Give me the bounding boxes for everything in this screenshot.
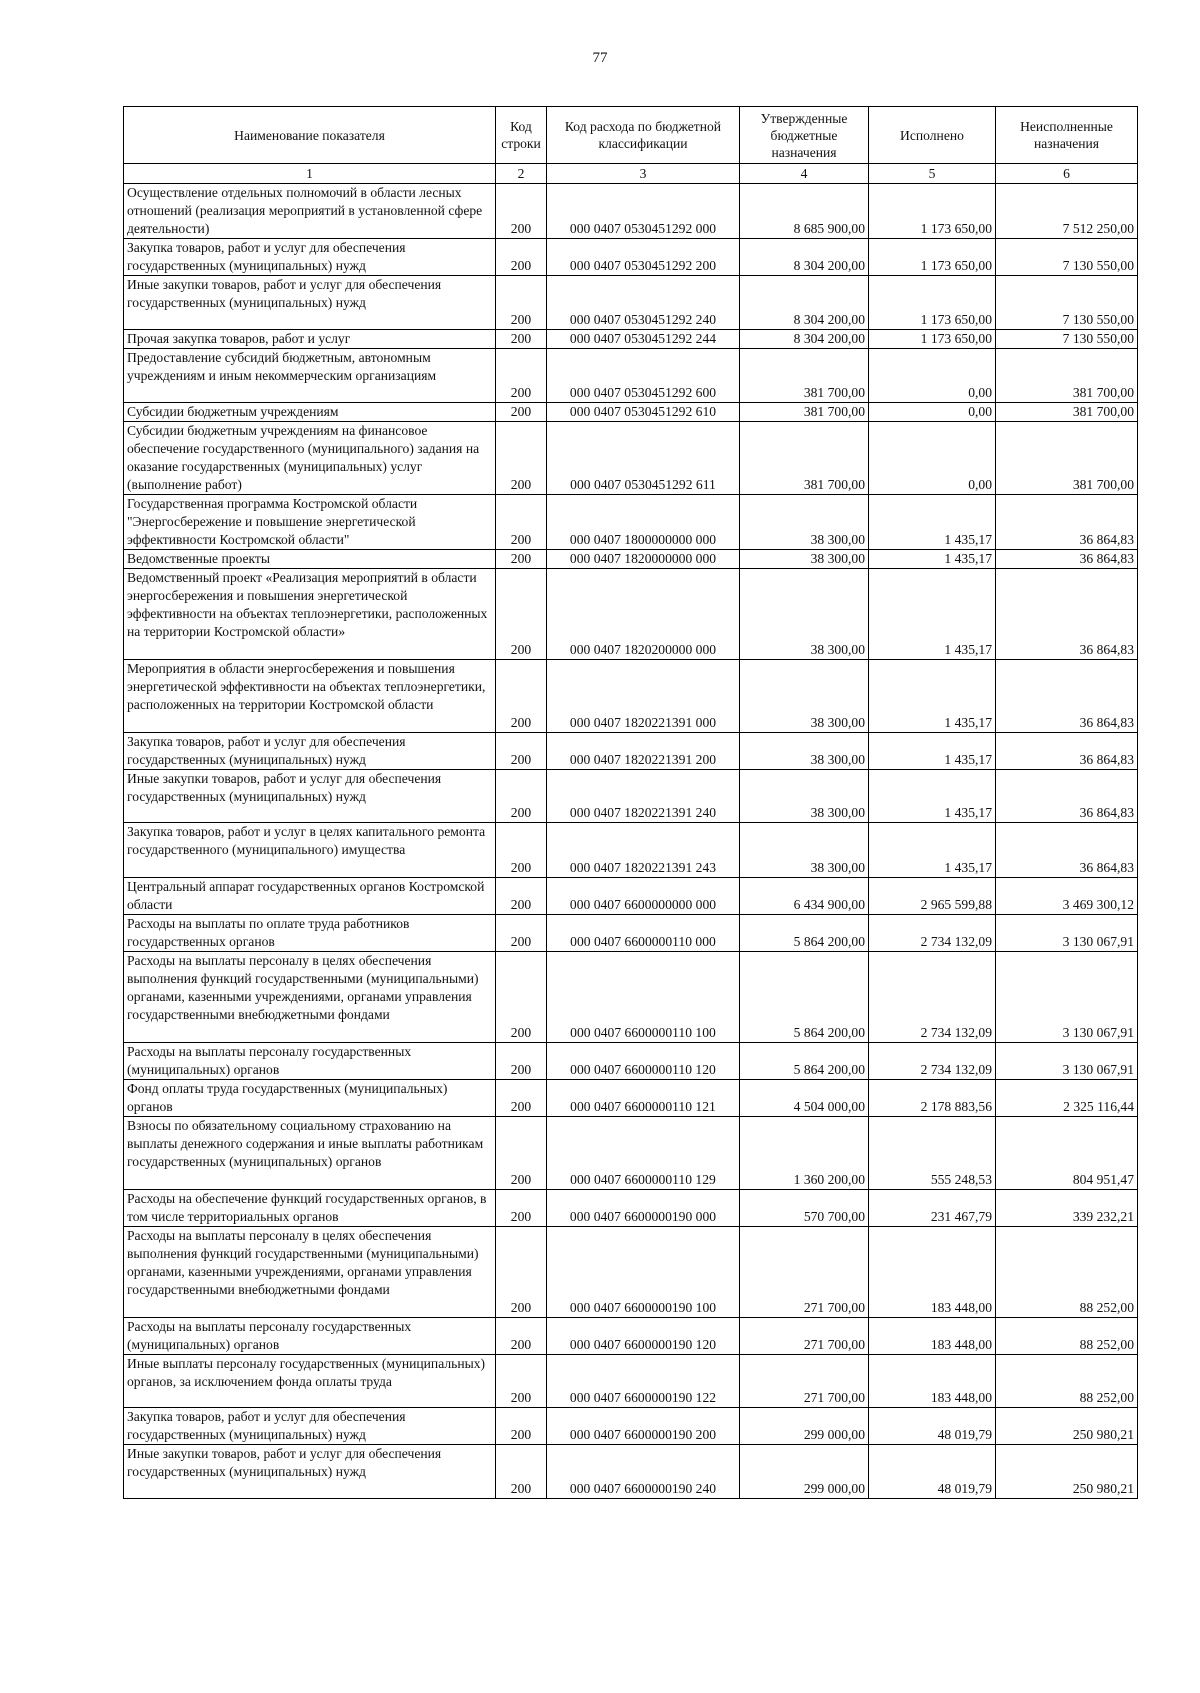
row-line-code-cell: 200 [496, 770, 547, 823]
row-approved-cell: 38 300,00 [740, 733, 869, 770]
row-unexecuted-cell: 88 252,00 [996, 1227, 1138, 1318]
table-row [124, 349, 1138, 403]
row-budget-code-cell: 000 0407 6600000190 000 [547, 1190, 740, 1227]
row-unexecuted-cell: 250 980,21 [996, 1445, 1138, 1499]
row-executed-cell: 1 435,17 [869, 733, 996, 770]
row-budget-code-cell: 000 0407 1820000000 000 [547, 550, 740, 569]
row-budget-code-cell: 000 0407 6600000110 129 [547, 1117, 740, 1190]
table-row [124, 733, 1138, 770]
column-index: 2 [496, 164, 547, 184]
row-name-cell: Иные закупки товаров, работ и услуг для обеспечения государственных (муниципальных) нужд [124, 1445, 496, 1499]
row-approved-cell: 5 864 200,00 [740, 1043, 869, 1080]
row-executed-cell: 2 734 132,09 [869, 1043, 996, 1080]
row-unexecuted-cell: 381 700,00 [996, 349, 1138, 403]
row-name-cell: Центральный аппарат государственных органов Костромской области [124, 878, 496, 915]
table-row [124, 495, 1138, 550]
row-name-cell: Расходы на выплаты персоналу в целях обеспечения выполнения функций государственными (муниципальными) органами, казенными учреждениями, органами управления государственными внебюджетными фондами [124, 952, 496, 1043]
row-unexecuted-cell: 36 864,83 [996, 495, 1138, 550]
row-unexecuted-cell: 7 130 550,00 [996, 239, 1138, 276]
row-name-cell: Взносы по обязательному социальному страхованию на выплаты денежного содержания и иные выплаты работникам государственных (муниципальных) органов [124, 1117, 496, 1190]
row-line-code-cell: 200 [496, 276, 547, 330]
row-executed-cell: 0,00 [869, 422, 996, 495]
row-unexecuted-cell: 3 130 067,91 [996, 952, 1138, 1043]
table-row [124, 1445, 1138, 1499]
row-line-code-cell: 200 [496, 495, 547, 550]
table-row [124, 550, 1138, 569]
row-name-cell: Закупка товаров, работ и услуг для обеспечения государственных (муниципальных) нужд [124, 1408, 496, 1445]
row-budget-code-cell: 000 0407 6600000190 200 [547, 1408, 740, 1445]
page-number: 77 [592, 50, 608, 66]
table-row [124, 569, 1138, 660]
row-approved-cell: 38 300,00 [740, 660, 869, 733]
row-name-cell: Закупка товаров, работ и услуг для обеспечения государственных (муниципальных) нужд [124, 733, 496, 770]
row-executed-cell: 48 019,79 [869, 1445, 996, 1499]
row-executed-cell: 1 435,17 [869, 550, 996, 569]
row-name-cell: Ведомственные проекты [124, 550, 496, 569]
row-approved-cell: 381 700,00 [740, 403, 869, 422]
row-executed-cell: 1 435,17 [869, 660, 996, 733]
row-line-code-cell: 200 [496, 878, 547, 915]
row-executed-cell: 2 178 883,56 [869, 1080, 996, 1117]
budget-execution-table [123, 106, 1138, 1499]
column-index: 1 [124, 164, 496, 184]
row-approved-cell: 271 700,00 [740, 1227, 869, 1318]
column-index: 6 [996, 164, 1138, 184]
row-executed-cell: 2 965 599,88 [869, 878, 996, 915]
row-executed-cell: 2 734 132,09 [869, 915, 996, 952]
row-name-cell: Мероприятия в области энергосбережения и повышения энергетической эффективности на объектах теплоэнергетики, расположенных на территории Костромской области [124, 660, 496, 733]
column-index: 5 [869, 164, 996, 184]
table-row [124, 276, 1138, 330]
row-name-cell: Расходы на выплаты по оплате труда работников государственных органов [124, 915, 496, 952]
table-row [124, 239, 1138, 276]
table-row [124, 330, 1138, 349]
row-executed-cell: 555 248,53 [869, 1117, 996, 1190]
table-row [124, 422, 1138, 495]
table-row [124, 1227, 1138, 1318]
row-approved-cell: 38 300,00 [740, 550, 869, 569]
row-unexecuted-cell: 88 252,00 [996, 1355, 1138, 1408]
row-approved-cell: 38 300,00 [740, 495, 869, 550]
row-budget-code-cell: 000 0407 0530451292 000 [547, 184, 740, 239]
header-row [124, 107, 1138, 164]
table-row [124, 403, 1138, 422]
table-row [124, 1043, 1138, 1080]
row-budget-code-cell: 000 0407 6600000110 000 [547, 915, 740, 952]
row-unexecuted-cell: 36 864,83 [996, 660, 1138, 733]
row-approved-cell: 8 304 200,00 [740, 276, 869, 330]
row-line-code-cell: 200 [496, 1043, 547, 1080]
row-name-cell: Иные выплаты персоналу государственных (муниципальных) органов, за исключением фонда оплаты труда [124, 1355, 496, 1408]
row-unexecuted-cell: 36 864,83 [996, 550, 1138, 569]
row-unexecuted-cell: 3 469 300,12 [996, 878, 1138, 915]
row-line-code-cell: 200 [496, 1080, 547, 1117]
row-executed-cell: 1 435,17 [869, 823, 996, 878]
row-approved-cell: 1 360 200,00 [740, 1117, 869, 1190]
row-name-cell: Предоставление субсидий бюджетным, автономным учреждениям и иным некоммерческим организациям [124, 349, 496, 403]
row-approved-cell: 5 864 200,00 [740, 915, 869, 952]
row-executed-cell: 183 448,00 [869, 1318, 996, 1355]
row-line-code-cell: 200 [496, 349, 547, 403]
row-name-cell: Субсидии бюджетным учреждениям на финансовое обеспечение государственного (муниципального) задания на оказание государственных (муниципальных) услуг (выполнение работ) [124, 422, 496, 495]
row-approved-cell: 8 304 200,00 [740, 330, 869, 349]
row-name-cell: Иные закупки товаров, работ и услуг для обеспечения государственных (муниципальных) нужд [124, 276, 496, 330]
row-line-code-cell: 200 [496, 330, 547, 349]
row-approved-cell: 38 300,00 [740, 823, 869, 878]
table-row [124, 1190, 1138, 1227]
row-budget-code-cell: 000 0407 1820221391 200 [547, 733, 740, 770]
row-approved-cell: 8 685 900,00 [740, 184, 869, 239]
row-unexecuted-cell: 7 130 550,00 [996, 330, 1138, 349]
row-unexecuted-cell: 3 130 067,91 [996, 1043, 1138, 1080]
row-line-code-cell: 200 [496, 733, 547, 770]
row-unexecuted-cell: 36 864,83 [996, 770, 1138, 823]
header-indicator-name: Наименование показателя [124, 107, 496, 164]
row-executed-cell: 1 173 650,00 [869, 330, 996, 349]
row-budget-code-cell: 000 0407 6600000190 120 [547, 1318, 740, 1355]
row-approved-cell: 38 300,00 [740, 569, 869, 660]
header-budget-code: Код расхода по бюджетной классификации [547, 107, 740, 164]
row-executed-cell: 0,00 [869, 349, 996, 403]
row-name-cell: Ведомственный проект «Реализация мероприятий в области энергосбережения и повышения энергетической эффективности на объектах теплоэнергетики, расположенных на территории Костромской области» [124, 569, 496, 660]
row-line-code-cell: 200 [496, 1227, 547, 1318]
row-executed-cell: 2 734 132,09 [869, 952, 996, 1043]
row-unexecuted-cell: 2 325 116,44 [996, 1080, 1138, 1117]
table-body [124, 184, 1138, 1499]
table-row [124, 660, 1138, 733]
row-budget-code-cell: 000 0407 6600000190 100 [547, 1227, 740, 1318]
header-line-code: Код строки [496, 107, 547, 164]
row-budget-code-cell: 000 0407 0530451292 600 [547, 349, 740, 403]
row-executed-cell: 231 467,79 [869, 1190, 996, 1227]
row-unexecuted-cell: 36 864,83 [996, 733, 1138, 770]
row-unexecuted-cell: 88 252,00 [996, 1318, 1138, 1355]
row-unexecuted-cell: 381 700,00 [996, 422, 1138, 495]
row-executed-cell: 1 435,17 [869, 495, 996, 550]
row-budget-code-cell: 000 0407 6600000110 121 [547, 1080, 740, 1117]
row-unexecuted-cell: 339 232,21 [996, 1190, 1138, 1227]
header-unexecuted: Неисполненные назначения [996, 107, 1138, 164]
row-name-cell: Расходы на выплаты персоналу в целях обеспечения выполнения функций государственными (муниципальными) органами, казенными учреждениями, органами управления государственными внебюджетными фондами [124, 1227, 496, 1318]
row-budget-code-cell: 000 0407 6600000000 000 [547, 878, 740, 915]
row-unexecuted-cell: 804 951,47 [996, 1117, 1138, 1190]
row-name-cell: Государственная программа Костромской области "Энергосбережение и повышение энергетической эффективности Костромской области" [124, 495, 496, 550]
row-unexecuted-cell: 7 512 250,00 [996, 184, 1138, 239]
row-budget-code-cell: 000 0407 1820200000 000 [547, 569, 740, 660]
row-executed-cell: 0,00 [869, 403, 996, 422]
row-executed-cell: 1 435,17 [869, 770, 996, 823]
row-approved-cell: 299 000,00 [740, 1445, 869, 1499]
table-row [124, 770, 1138, 823]
column-index: 4 [740, 164, 869, 184]
row-budget-code-cell: 000 0407 0530451292 611 [547, 422, 740, 495]
row-line-code-cell: 200 [496, 1355, 547, 1408]
row-approved-cell: 8 304 200,00 [740, 239, 869, 276]
row-budget-code-cell: 000 0407 0530451292 240 [547, 276, 740, 330]
row-line-code-cell: 200 [496, 403, 547, 422]
table-row [124, 952, 1138, 1043]
row-executed-cell: 183 448,00 [869, 1355, 996, 1408]
row-line-code-cell: 200 [496, 550, 547, 569]
table-row [124, 823, 1138, 878]
row-name-cell: Субсидии бюджетным учреждениям [124, 403, 496, 422]
row-unexecuted-cell: 381 700,00 [996, 403, 1138, 422]
header-executed: Исполнено [869, 107, 996, 164]
row-unexecuted-cell: 3 130 067,91 [996, 915, 1138, 952]
table-row [124, 1408, 1138, 1445]
row-executed-cell: 48 019,79 [869, 1408, 996, 1445]
row-approved-cell: 38 300,00 [740, 770, 869, 823]
row-name-cell: Фонд оплаты труда государственных (муниципальных) органов [124, 1080, 496, 1117]
row-name-cell: Расходы на выплаты персоналу государственных (муниципальных) органов [124, 1043, 496, 1080]
header-approved: Утвержденные бюджетные назначения [740, 107, 869, 164]
row-budget-code-cell: 000 0407 6600000110 120 [547, 1043, 740, 1080]
row-budget-code-cell: 000 0407 0530451292 200 [547, 239, 740, 276]
row-executed-cell: 1 173 650,00 [869, 276, 996, 330]
row-approved-cell: 570 700,00 [740, 1190, 869, 1227]
row-budget-code-cell: 000 0407 1820221391 243 [547, 823, 740, 878]
row-approved-cell: 381 700,00 [740, 422, 869, 495]
row-budget-code-cell: 000 0407 6600000110 100 [547, 952, 740, 1043]
row-executed-cell: 1 435,17 [869, 569, 996, 660]
row-approved-cell: 381 700,00 [740, 349, 869, 403]
row-name-cell: Расходы на выплаты персоналу государственных (муниципальных) органов [124, 1318, 496, 1355]
row-approved-cell: 4 504 000,00 [740, 1080, 869, 1117]
row-approved-cell: 5 864 200,00 [740, 952, 869, 1043]
table-row [124, 1080, 1138, 1117]
row-name-cell: Расходы на обеспечение функций государственных органов, в том числе территориальных органов [124, 1190, 496, 1227]
row-line-code-cell: 200 [496, 1445, 547, 1499]
row-line-code-cell: 200 [496, 915, 547, 952]
row-approved-cell: 6 434 900,00 [740, 878, 869, 915]
row-line-code-cell: 200 [496, 660, 547, 733]
row-budget-code-cell: 000 0407 0530451292 244 [547, 330, 740, 349]
row-executed-cell: 1 173 650,00 [869, 239, 996, 276]
row-executed-cell: 1 173 650,00 [869, 184, 996, 239]
row-unexecuted-cell: 36 864,83 [996, 823, 1138, 878]
row-unexecuted-cell: 7 130 550,00 [996, 276, 1138, 330]
row-name-cell: Осуществление отдельных полномочий в области лесных отношений (реализация мероприятий в установленной сфере деятельности) [124, 184, 496, 239]
row-line-code-cell: 200 [496, 952, 547, 1043]
row-name-cell: Иные закупки товаров, работ и услуг для обеспечения государственных (муниципальных) нужд [124, 770, 496, 823]
row-approved-cell: 271 700,00 [740, 1355, 869, 1408]
table-row [124, 184, 1138, 239]
row-budget-code-cell: 000 0407 6600000190 122 [547, 1355, 740, 1408]
row-line-code-cell: 200 [496, 823, 547, 878]
row-unexecuted-cell: 36 864,83 [996, 569, 1138, 660]
table-row [124, 878, 1138, 915]
row-name-cell: Закупка товаров, работ и услуг в целях капитального ремонта государственного (муниципального) имущества [124, 823, 496, 878]
row-name-cell: Прочая закупка товаров, работ и услуг [124, 330, 496, 349]
row-budget-code-cell: 000 0407 1800000000 000 [547, 495, 740, 550]
column-index-row [124, 164, 1138, 184]
row-line-code-cell: 200 [496, 422, 547, 495]
row-executed-cell: 183 448,00 [869, 1227, 996, 1318]
row-unexecuted-cell: 250 980,21 [996, 1408, 1138, 1445]
row-line-code-cell: 200 [496, 239, 547, 276]
row-line-code-cell: 200 [496, 1408, 547, 1445]
row-approved-cell: 271 700,00 [740, 1318, 869, 1355]
row-line-code-cell: 200 [496, 1318, 547, 1355]
row-budget-code-cell: 000 0407 6600000190 240 [547, 1445, 740, 1499]
table-row [124, 1117, 1138, 1190]
table-row [124, 1318, 1138, 1355]
row-budget-code-cell: 000 0407 1820221391 000 [547, 660, 740, 733]
row-name-cell: Закупка товаров, работ и услуг для обеспечения государственных (муниципальных) нужд [124, 239, 496, 276]
table-row [124, 1355, 1138, 1408]
row-line-code-cell: 200 [496, 1117, 547, 1190]
table-row [124, 915, 1138, 952]
row-budget-code-cell: 000 0407 0530451292 610 [547, 403, 740, 422]
row-budget-code-cell: 000 0407 1820221391 240 [547, 770, 740, 823]
row-approved-cell: 299 000,00 [740, 1408, 869, 1445]
row-line-code-cell: 200 [496, 184, 547, 239]
row-line-code-cell: 200 [496, 569, 547, 660]
column-index: 3 [547, 164, 740, 184]
row-line-code-cell: 200 [496, 1190, 547, 1227]
